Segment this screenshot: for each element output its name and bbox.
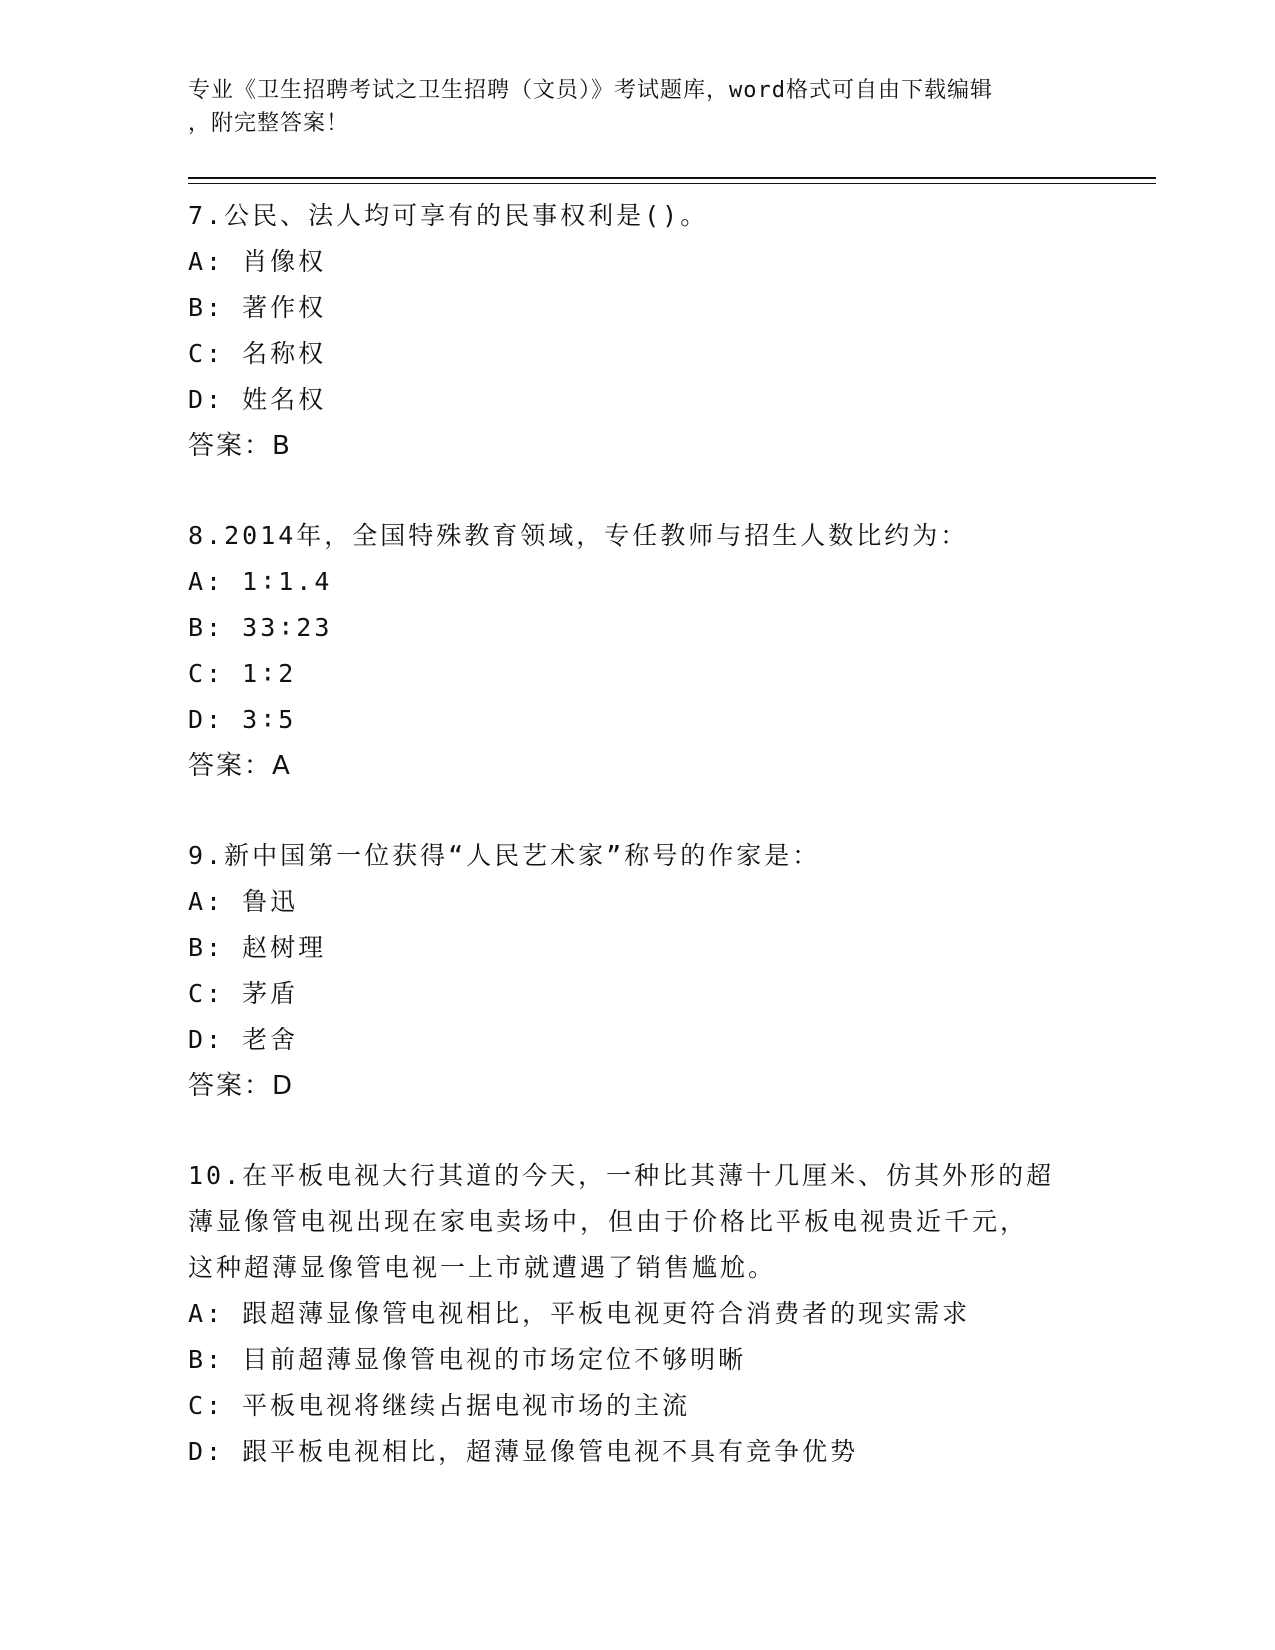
header-text-line-1: 专业《卫生招聘考试之卫生招聘（文员）》考试题库，word格式可自由下载编辑 bbox=[188, 78, 993, 103]
question-9 bbox=[188, 833, 1118, 1109]
option-a: A: 1∶1.4 bbox=[188, 567, 333, 596]
option-a: A: 鲁迅 bbox=[188, 887, 299, 916]
option-d: D: 老舍 bbox=[188, 1025, 299, 1054]
question-8 bbox=[188, 513, 1118, 789]
option-b: B: 目前超薄显像管电视的市场定位不够明晰 bbox=[188, 1345, 747, 1374]
question-stem: 8.2014年，全国特殊教育领域，专任教师与招生人数比约为： bbox=[188, 521, 969, 550]
question-list bbox=[188, 193, 1118, 1475]
header-text-line-2: ，附完整答案！ bbox=[188, 111, 350, 136]
document-header bbox=[188, 74, 1088, 140]
answer-label: 答案：D bbox=[188, 1071, 295, 1101]
option-b: B: 赵树理 bbox=[188, 933, 327, 962]
question-stem-line-2: 薄显像管电视出现在家电卖场中，但由于价格比平板电视贵近千元， bbox=[188, 1207, 1029, 1236]
spacer bbox=[188, 789, 1118, 833]
question-stem-line-1: 10.在平板电视大行其道的今天，一种比其薄十几厘米、仿其外形的超 bbox=[188, 1161, 1055, 1190]
option-d: D: 3∶5 bbox=[188, 705, 297, 734]
header-divider-thin bbox=[188, 183, 1156, 184]
option-c: C: 名称权 bbox=[188, 339, 327, 368]
header-divider-thick bbox=[188, 177, 1156, 179]
option-c: C: 1∶2 bbox=[188, 659, 297, 688]
question-stem: 9.新中国第一位获得“人民艺术家”称号的作家是： bbox=[188, 841, 821, 870]
option-c: C: 茅盾 bbox=[188, 979, 299, 1008]
question-10 bbox=[188, 1153, 1118, 1475]
answer-label: 答案：B bbox=[188, 431, 292, 461]
spacer bbox=[188, 1109, 1118, 1153]
option-a: A: 肖像权 bbox=[188, 247, 327, 276]
answer-label: 答案：A bbox=[188, 751, 292, 781]
option-b: B: 著作权 bbox=[188, 293, 327, 322]
question-stem-line-3: 这种超薄显像管电视一上市就遭遇了销售尴尬。 bbox=[188, 1253, 777, 1282]
question-7 bbox=[188, 193, 1118, 469]
option-d: D: 姓名权 bbox=[188, 385, 327, 414]
option-c: C: 平板电视将继续占据电视市场的主流 bbox=[188, 1391, 691, 1420]
option-a: A: 跟超薄显像管电视相比，平板电视更符合消费者的现实需求 bbox=[188, 1299, 971, 1328]
spacer bbox=[188, 469, 1118, 513]
option-b: B: 33∶23 bbox=[188, 613, 333, 642]
option-d: D: 跟平板电视相比，超薄显像管电视不具有竞争优势 bbox=[188, 1437, 859, 1466]
question-stem: 7.公民、法人均可享有的民事权利是()。 bbox=[188, 201, 709, 230]
